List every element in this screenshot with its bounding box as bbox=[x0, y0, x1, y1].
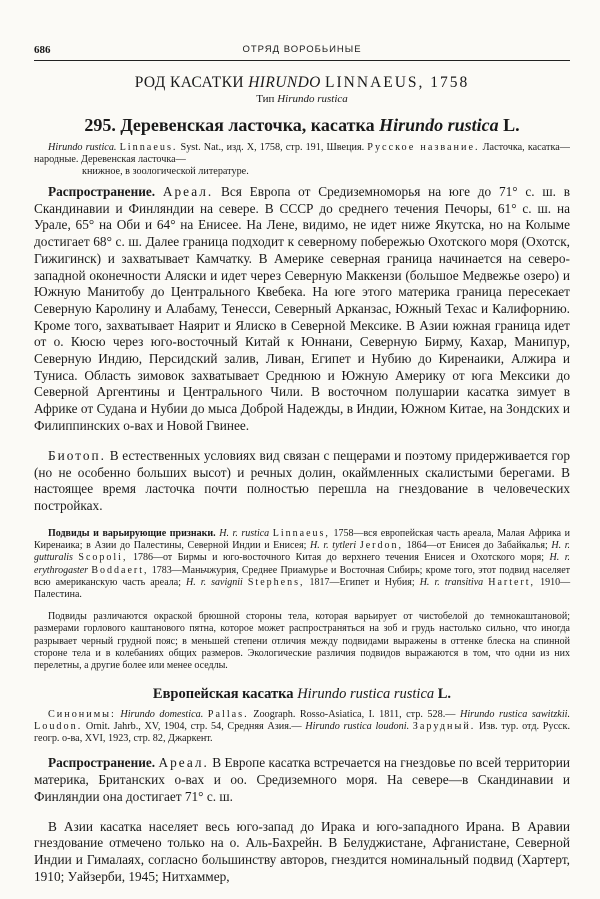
russian-name-text: Ласточка, касатка—народные. Деревенская ласточка— bbox=[34, 142, 570, 165]
subspecies-label: Подвиды и варьирующие признаки. bbox=[48, 527, 216, 539]
syn2-latin: Hirundo rustica sawitzkii. bbox=[459, 709, 571, 721]
running-title: ОТРЯД ВОРОБЬИНЫЕ bbox=[242, 44, 362, 55]
genus-latin: HIRUNDO bbox=[248, 74, 321, 91]
taxon-6-text: 1910—Палестина. bbox=[34, 576, 571, 600]
header-rule bbox=[34, 60, 570, 61]
taxon-2-latin: H. r. tytleri bbox=[310, 540, 357, 552]
subspecies-title: Европейская касатка bbox=[152, 686, 294, 703]
taxon-6-latin: H. r. transitiva bbox=[419, 576, 484, 588]
type-species: Hirundo rustica bbox=[277, 93, 348, 105]
taxon-4-latin: H. r. erythrogaster bbox=[34, 552, 571, 576]
biotope-paragraph bbox=[34, 448, 570, 515]
syn1-author: Pallas. bbox=[207, 709, 249, 721]
taxon-5-text: 1817—Египет и Нубия; bbox=[309, 576, 415, 588]
subspecies-areal-label: Ареал. bbox=[158, 755, 209, 771]
syn1-latin: Hirundo domestica. bbox=[120, 709, 204, 721]
subspecies-distribution-label: Распространение. bbox=[48, 755, 156, 771]
subspecies-distribution-text: В Европе касатка встречается на гнездовье по всей территории материка, Британских о-вах и оо. Средиземного моря. На севере—в Скандинавии и Финляндии она достигает 71° с. ш. bbox=[34, 755, 571, 804]
distribution-label: Распространение. bbox=[48, 184, 156, 199]
syn3-ref: Изв. тур. отд. Русск. геогр. о-ва, XVI, 1923, стр. 82, Джаркент. bbox=[34, 721, 571, 745]
taxon-3-text: 1786—от Бирмы и юго-восточного Китая до верхнего течения Енисея и Охотского моря; bbox=[132, 552, 545, 564]
taxon-6-author: Hartert, bbox=[488, 576, 536, 588]
species-latin: Hirundo rustica bbox=[379, 115, 499, 135]
subspecies-distribution-paragraph-2: В Азии касатка населяет весь юго-запад до Ирака и юго-западного Ирана. В Аравии гнездование отмечено только на о. Аль-Бахрейн. В Белуджистане, Афганистане, Северной Индии и Гималаях, согласно большинству авторов, гнездится номинальный подвид (Хартерт, 1910; Уайзерби, 1945; Нитхаммер, bbox=[34, 818, 570, 884]
subspecies-heading bbox=[34, 686, 570, 703]
syn-latin: Hirundo rustica. bbox=[48, 142, 117, 153]
biotope-label: Биотоп. bbox=[48, 447, 106, 463]
species-heading bbox=[34, 115, 570, 136]
russian-name-text-2: книжное, в зоологической литературе. bbox=[82, 166, 249, 177]
syn2-author: Loudon. bbox=[34, 721, 83, 733]
syn3-author: Зарудный. bbox=[412, 721, 476, 733]
subspecies-synonymy bbox=[34, 709, 570, 745]
taxon-1-text: 1758—вся европейская часть ареала, Малая Африка и Киренаика; в Азии до Палестины, Северной Индии и Енисея; bbox=[34, 527, 571, 552]
syn-ref: Syst. Nat., изд. X, 1758, стр. 191, Швеция. bbox=[180, 142, 365, 153]
biotope-text: В естественных условиях вид связан с пещерами и поэтому придерживается гор (но не особенно больших высот) и речных долин, окаймленных скалистыми берегами. В настоящее время ласточка почти полностью перешла на гнездование в человеческих постройках. bbox=[34, 447, 570, 513]
variation-paragraph: Подвиды различаются окраской брюшной стороны тела, которая варьирует от чистобелой до темнокаштановой; размерами горлового каштанового пятна, которое может распространяться на зоб и грудь настолько сильно, что иногда разрывает черный грудной пояс; в меньшей степени отличия между подвидами выражены в оттенке блеска на спинной стороне тела и в колебаниях общих размеров. Экологические различия подвидов выражаются в том, что одни из них перелетны, а другие более или менее оседлы. bbox=[34, 611, 570, 671]
subspecies-paragraph bbox=[34, 528, 570, 601]
taxon-1-latin: H. r. rustica bbox=[219, 527, 270, 539]
distribution-paragraph bbox=[34, 184, 570, 435]
genus-author: LINNAEUS, 1758 bbox=[325, 74, 470, 91]
taxon-2-text: 1864—от Енисея до Забайкалья; bbox=[406, 540, 548, 552]
page-content bbox=[34, 70, 570, 899]
genus-type bbox=[34, 93, 570, 105]
russian-name-label: Русское название. bbox=[367, 142, 480, 153]
species-author: L. bbox=[503, 115, 520, 135]
taxon-4-author: Boddaert, bbox=[91, 564, 149, 576]
syn-author: Linnaeus. bbox=[119, 142, 178, 153]
genus-heading bbox=[34, 74, 570, 92]
taxon-2-author: Jerdon, bbox=[359, 540, 403, 552]
taxon-5-latin: H. r. savignii bbox=[186, 576, 243, 588]
taxon-5-author: Stephens, bbox=[247, 576, 305, 588]
species-synonymy bbox=[34, 142, 570, 178]
distribution-text: Вся Европа от Средиземноморья на юге до 71° с. ш. в Скандинавии и Финляндии на севере. В СССР до среднего течения Печоры, 61° с. ш. на Урале, 65° на Оби и 64° на Енисее. На Лене, видимо, не идет ниже Якутска, но на Колыме достигает 68° с. ш. Далее граница подходит к северному побережью Охотского моря (Охотск, Гижигинск) и захватывает Камчатку. В Америке северная граница начинается на северо-западной оконечности Аляски и идет через Северную Маккензи (большое Медвежье озеро) и Южную Манитобу до Центрального Квебека. На юге этого материка граница пересекает Северную Каролину и Алабаму, Тенесси, Северный Арканзас, Южный Техас и Калифорнию. Кроме того, захватывает Наярит и Ялиско в Северной Мексике. В Азии южная граница идет от о. Кюсю через юго-восточный Китай к Юннани, Северную Бирму, Кахар, Манипур, Северную Индию, Персидский залив, Ливан, Египет и Нубию до Киренаики, Алжира и Туниса. Область зимовок захватывает Среднюю и Южную Америку от юга Мексики до Северной Аргентины и Центрального Чили. В восточном полушарии касатка зимует в Африке от Судана и Нубии до мыса Доброй Надежды, в Индии, Южном Китае, на Зондских и Филиппинских о-вах и Новой Гвинее. bbox=[34, 184, 570, 433]
type-label: Тип bbox=[256, 93, 275, 105]
syn3-latin: Hirundo rustica loudoni. bbox=[305, 721, 410, 733]
running-head bbox=[34, 44, 570, 58]
areal-label: Ареал. bbox=[162, 184, 214, 199]
taxon-3-latin: H. r. gutturalis bbox=[34, 540, 571, 564]
genus-prefix: РОД КАСАТКИ bbox=[134, 74, 244, 91]
taxon-4-text: 1783—Маньчжурия, Среднее Приамурье и Восточная Сибирь; кроме того, этот подвид населяет всю американскую часть ареала; bbox=[34, 564, 571, 588]
syn2-ref: Ornit. Jahrb., XV, 1904, стр. 54, Средняя Азия.— bbox=[85, 721, 302, 733]
subspecies-latin: Hirundo rustica rustica bbox=[297, 686, 435, 703]
taxon-1-author: Linnaeus, bbox=[272, 527, 330, 539]
page-number: 686 bbox=[34, 44, 51, 56]
subspecies-author: L. bbox=[437, 686, 452, 703]
syn1-ref: Zoograph. Rosso-Asiatica, I. 1811, стр. 528.— bbox=[253, 709, 456, 721]
subspecies-distribution-paragraph bbox=[34, 755, 570, 805]
species-number-title: 295. Деревенская ласточка, касатка bbox=[84, 115, 375, 135]
synonyms-label: Синонимы: bbox=[48, 709, 116, 721]
taxon-3-author: Scopoli, bbox=[78, 552, 128, 564]
